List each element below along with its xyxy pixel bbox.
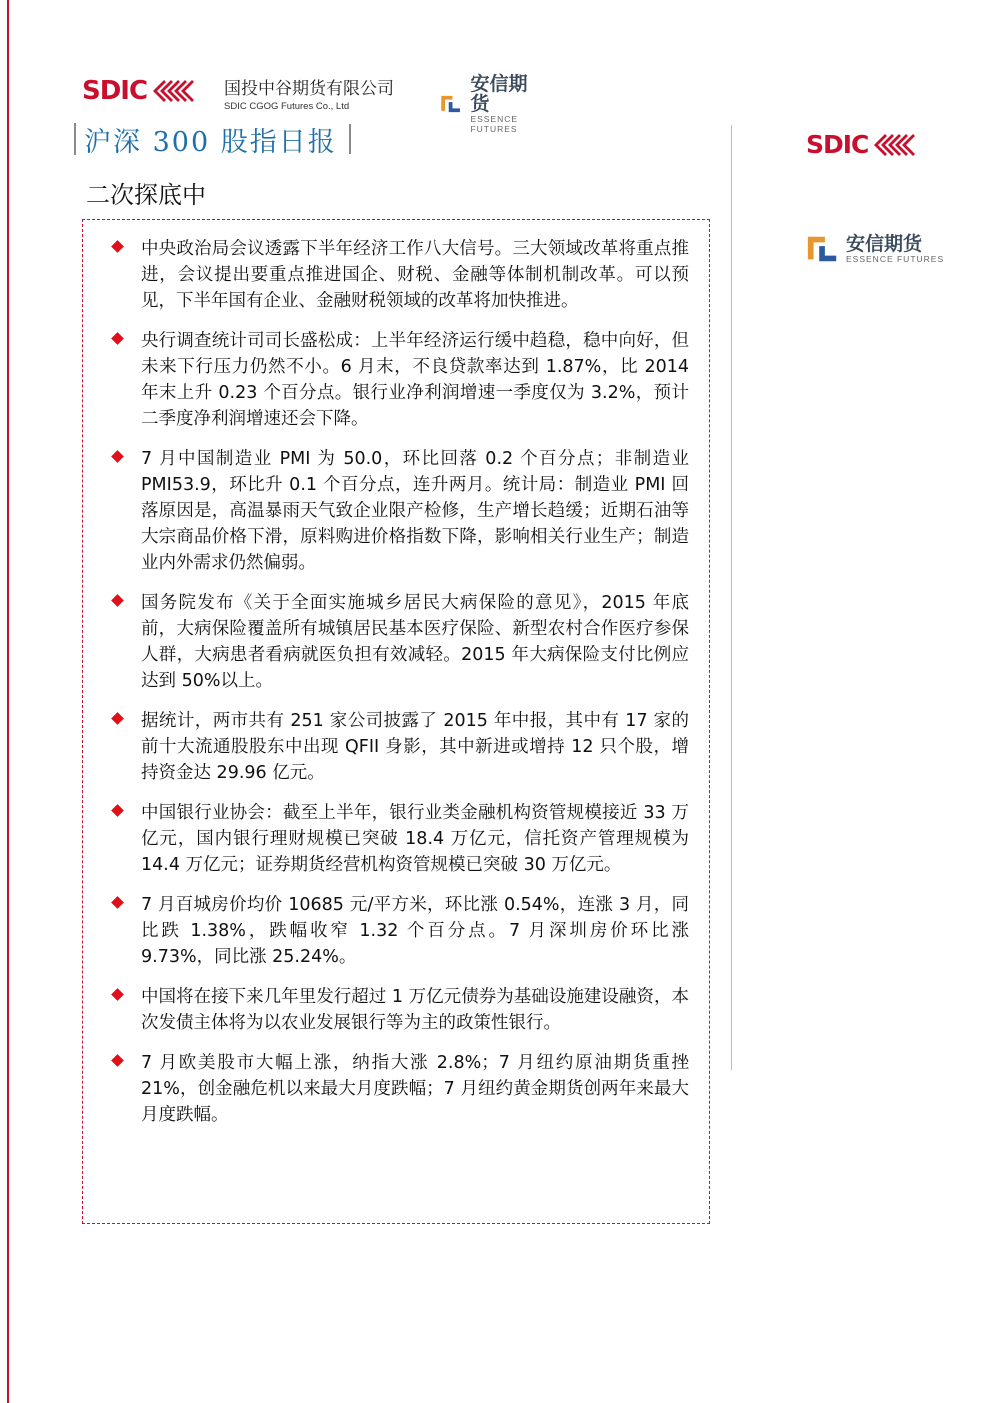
- list-item: [109, 1050, 689, 1128]
- sidebar-essence-name-en: ESSENCE FUTURES: [846, 254, 945, 264]
- list-item: [109, 236, 689, 314]
- diamond-bullet-icon: [111, 896, 124, 909]
- diamond-bullet-icon: [111, 1054, 124, 1067]
- news-text: 7 月中国制造业 PMI 为 50.0，环比回落 0.2 个百分点；非制造业 PMI53.9，环比升 0.1 个百分点，连升两月。统计局：制造业 PMI 回落原因是，高温暴雨天气致企业限产检修，生产增长趋缓；近期石油等大宗商品价格下滑，原料购进价格指数下降，影响相关行业生产；制造业内外需求仍然偏弱。: [141, 449, 689, 573]
- sdic-logo-text: SDIC: [82, 76, 148, 106]
- sidebar-essence-logo: [806, 234, 944, 264]
- company-name-en: SDIC CGOG Futures Co., Ltd: [224, 101, 350, 112]
- list-item: [109, 446, 689, 576]
- diamond-bullet-icon: [111, 712, 124, 725]
- news-text: 中国将在接下来几年里发行超过 1 万亿元债券为基础设施建设融资，本次发债主体将为以农业发展银行等为主的政策性银行。: [141, 987, 689, 1033]
- column-divider: [731, 125, 732, 1070]
- news-text: 7 月百城房价均价 10685 元/平方米，环比涨 0.54%，连涨 3 月，同比跌 1.38%，跌幅收窄 1.32 个百分点。7 月深圳房价环比涨 9.73%，同比涨 25.24%。: [141, 895, 689, 967]
- report-title-bar: [74, 123, 357, 158]
- essence-mark-icon: [440, 89, 462, 119]
- diamond-bullet-icon: [111, 240, 124, 253]
- diamond-bullet-icon: [111, 804, 124, 817]
- report-title: 沪深 300 股指日报: [84, 126, 337, 158]
- sidebar-essence-name-cn: 安信期货: [846, 233, 923, 255]
- essence-mark-icon: [806, 234, 840, 264]
- news-text: 中央政治局会议透露下半年经济工作八大信号。三大领域改革将重点推进，会议提出要重点推进国企、财税、金融等体制机制改革。可以预见，下半年国有企业、金融财税领域的改革将加快推进。: [141, 239, 689, 311]
- news-text: 据统计，两市共有 251 家公司披露了 2015 年中报，其中有 17 家的前十大流通股股东中出现 QFII 身影，其中新进或增持 12 只个股，增持资金达 29.96 亿元。: [141, 711, 689, 783]
- essence-name-cn: 安信期货: [470, 73, 528, 115]
- left-margin-rule: [7, 0, 9, 1403]
- news-text: 中国银行业协会：截至上半年，银行业类金融机构资管规模接近 33 万亿元，国内银行理财规模已突破 18.4 万亿元，信托资产管理规模为 14.4 万亿元；证券期货经营机构资管规模已突破 30 万亿元。: [141, 803, 689, 875]
- diamond-bullet-icon: [111, 450, 124, 463]
- news-list: [109, 236, 689, 1142]
- list-item: [109, 328, 689, 432]
- news-text: 7 月欧美股市大幅上涨，纳指大涨 2.8%；7 月纽约原油期货重挫 21%，创金融危机以来最大月度跌幅；7 月纽约黄金期货创两年来最大月度跌幅。: [141, 1053, 689, 1125]
- title-bar-divider: [349, 124, 351, 154]
- sidebar-logos: [806, 130, 946, 264]
- sdic-diamond-mark-icon: [151, 78, 197, 104]
- list-item: [109, 590, 689, 694]
- sdic-diamond-mark-icon: [872, 132, 918, 158]
- sidebar-sdic-logo: [806, 130, 946, 159]
- news-text: 央行调查统计司司长盛松成：上半年经济运行缓中趋稳，稳中向好，但未来下行压力仍然不小。6 月末，不良贷款率达到 1.87%，比 2014 年末上升 0.23 个百分点。银行业净利润增速一季度仅为 3.2%，预计二季度净利润增速还会下降。: [141, 331, 689, 429]
- company-name-block: [224, 74, 424, 112]
- list-item: [109, 892, 689, 970]
- list-item: [109, 800, 689, 878]
- list-item: [109, 708, 689, 786]
- essence-logo: [440, 74, 532, 134]
- essence-name-en: ESSENCE FUTURES: [470, 114, 519, 134]
- diamond-bullet-icon: [111, 332, 124, 345]
- sidebar-sdic-logo-text: SDIC: [806, 130, 869, 159]
- news-box: [82, 219, 710, 1224]
- diamond-bullet-icon: [111, 988, 124, 1001]
- company-name-cn: 国投中谷期货有限公司: [224, 79, 394, 99]
- list-item: [109, 984, 689, 1036]
- sdic-logo: [82, 76, 197, 106]
- diamond-bullet-icon: [111, 594, 124, 607]
- news-text: 国务院发布《关于全面实施城乡居民大病保险的意见》，2015 年底前，大病保险覆盖所有城镇居民基本医疗保险、新型农村合作医疗参保人群，大病患者看病就医负担有效减轻。2015 年大病保险支付比例应达到 50%以上。: [141, 593, 689, 691]
- headline: 二次探底中: [86, 181, 206, 209]
